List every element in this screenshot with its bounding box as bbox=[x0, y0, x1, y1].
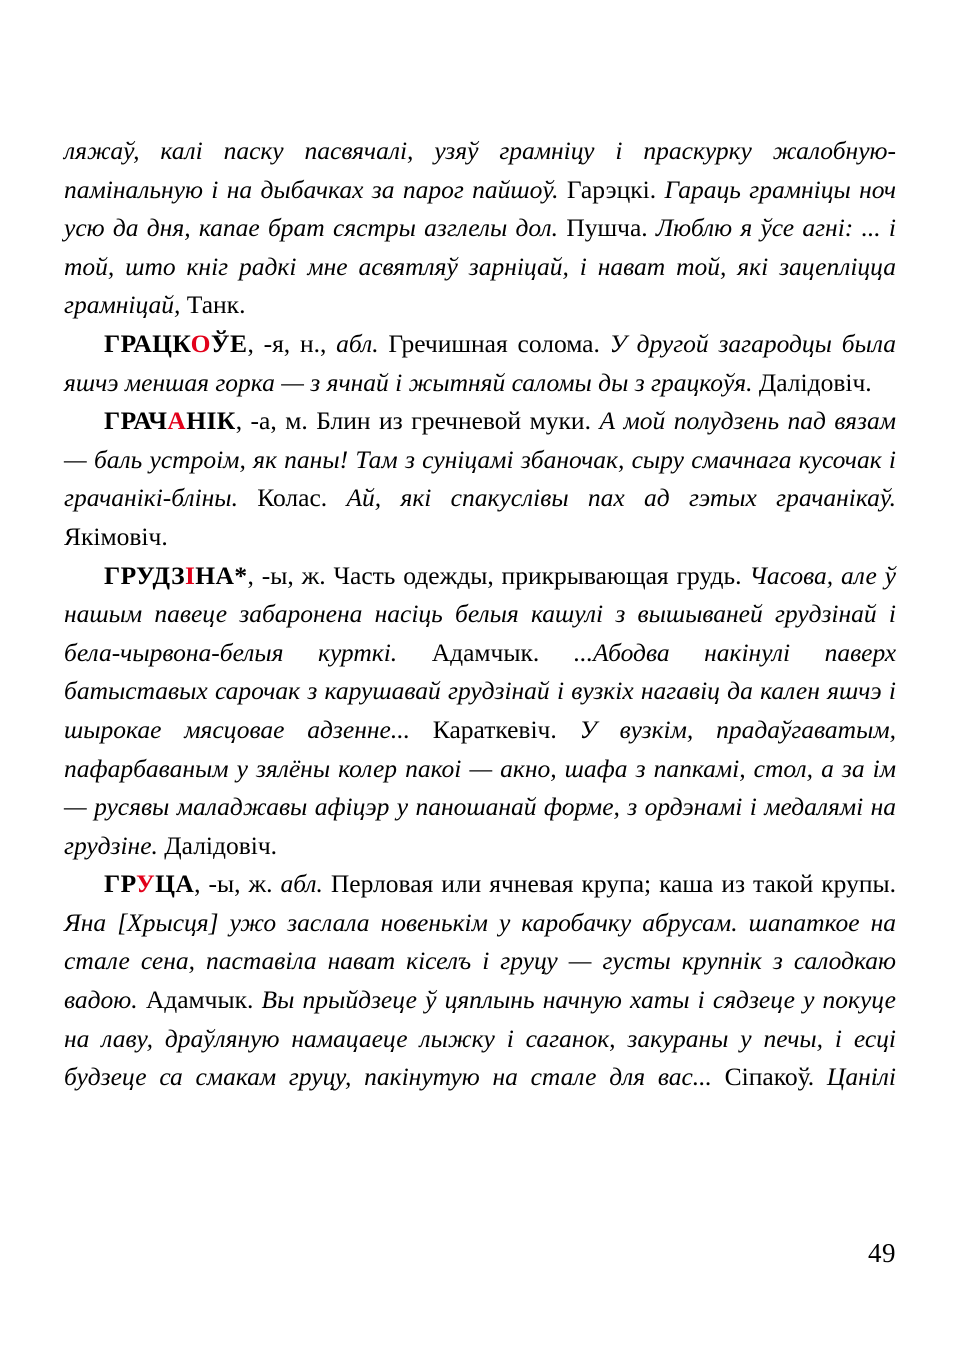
quote-text: ляжаў, калі паску пасвячалі, узяў грамніцу і праскурку жалобную-памінальную і на дыбачках за парог пайшоў. bbox=[64, 136, 896, 204]
quote-text: Ай, які спакуслівы пах ад гэтых грачанікаў. bbox=[346, 483, 897, 513]
headword bbox=[104, 869, 194, 898]
headword-part: ЎЕ bbox=[210, 328, 248, 358]
dictionary-entry bbox=[64, 865, 896, 1097]
continued-entry-paragraph bbox=[64, 132, 896, 325]
usage-label: абл. bbox=[336, 328, 379, 358]
citation-source: Далідовіч. bbox=[164, 830, 278, 860]
citation-source: Гарэцкі. bbox=[566, 174, 657, 204]
citation-source: Колас. bbox=[257, 483, 328, 513]
citation-source: Якімовіч. bbox=[64, 521, 168, 551]
headword-part: ЦА bbox=[155, 869, 195, 899]
stressed-vowel: О bbox=[190, 328, 211, 358]
quote-text: Часова, але ў нашым павеце забаронена насіць белыя кашулі з вышываней грудзінай і бела-чырвона-белыя курткі. bbox=[64, 560, 896, 667]
quote-text: Яна [Хрысця] ужо заслала новенькім у каробачку абрусам. шапаткое на стале сена, паставіла нават кіселъ і груцу — густы крупнік з салодкаю вадою. bbox=[64, 907, 896, 1015]
quote-text: У вузкім, прадаўгаватым, пафарбаваным у зялёны колер пакоі — акно, шафа з папкамі, стол, а за ім — русявы маладжавы афіцэр у паношанай форме, з ордэнамі і медалямі на грудзіне. bbox=[64, 714, 896, 860]
definition-text: Часть одежды, прикрывающая грудь. bbox=[333, 560, 750, 590]
dictionary-entry bbox=[64, 402, 896, 556]
citation-source: Далідовіч. bbox=[758, 367, 872, 397]
page-text-block bbox=[64, 132, 896, 1097]
citation-source: Танк. bbox=[186, 290, 246, 320]
quote-text: Гараць грамніцы ноч усю да дня, капае брат сястры азглелы дол. bbox=[64, 174, 897, 243]
grammar-info: , -ы, ж. bbox=[194, 869, 281, 899]
headword-part: ГРУДЗ bbox=[104, 560, 185, 590]
citation-source: Караткевіч. bbox=[432, 714, 557, 744]
quote-text: Люблю я ўсе агні: ... і той, што кніг радкі мне асвятляў зарніцай, і нават той, які зацепліцца грамніцай, bbox=[64, 213, 897, 320]
headword-part: НА bbox=[195, 560, 235, 590]
headword-part: ГР bbox=[104, 869, 136, 899]
stressed-vowel: І bbox=[184, 560, 196, 590]
quote-text: ...Абодва накінулі паверх батыставых сарочак з карушавай грудзінай і вузкіх нагавіц да кален яшчэ і шырокае мясцовае адзенне... bbox=[64, 637, 897, 744]
citation-source: Сіпакоў. bbox=[724, 1062, 815, 1092]
quote-text: А мой полудзень пад вязам — баль устроім, як паны! Там з суніцамі збаночак, сыру смачнага кусочак і грачанікі-бліны. bbox=[64, 406, 896, 513]
quote-text: У другой загародцы была яшчэ меншая горка — з ячнай і жытняй саломы ды з грацкоўя. bbox=[64, 328, 896, 397]
definition-text: Гречишная солома. bbox=[378, 328, 610, 358]
stressed-vowel: А bbox=[167, 406, 187, 436]
citation-source: Адамчык. bbox=[145, 985, 254, 1015]
grammar-info: , -я, н., bbox=[247, 328, 337, 358]
grammar-info: , -ы, ж. bbox=[247, 560, 334, 590]
headword-part: ГРАЦК bbox=[104, 328, 191, 358]
quote-text: Вы прыйдзеце ў цяплынь начную хаты і сядзеце у покуце на лаву, драўляную намацаеце лыжку і саганок, закураны у печы, і есці будзеце са смакам груцу, пакінутую на стале для вас... bbox=[64, 985, 896, 1092]
dictionary-entry bbox=[64, 557, 896, 866]
definition-text: Блин из гречневой муки. bbox=[316, 406, 600, 436]
headword-part: НІК bbox=[186, 406, 236, 436]
definition-text: Перловая или ячневая крупа; каша из такой крупы. bbox=[322, 869, 896, 899]
grammar-info: , -а, м. bbox=[235, 406, 317, 436]
stressed-vowel: У bbox=[135, 869, 156, 899]
headword-asterisk: * bbox=[234, 560, 248, 590]
citation-source: Адамчык. bbox=[431, 637, 540, 667]
headword bbox=[104, 406, 236, 435]
headword bbox=[104, 329, 247, 358]
usage-label: абл. bbox=[280, 869, 323, 899]
page-number: 49 bbox=[868, 1238, 896, 1268]
headword bbox=[104, 561, 248, 590]
headword-part: ГРАЧ bbox=[104, 406, 168, 436]
citation-source: Пушча. bbox=[566, 213, 648, 243]
quote-text: Цанілі bbox=[826, 1062, 897, 1092]
dictionary-entry bbox=[64, 325, 896, 402]
